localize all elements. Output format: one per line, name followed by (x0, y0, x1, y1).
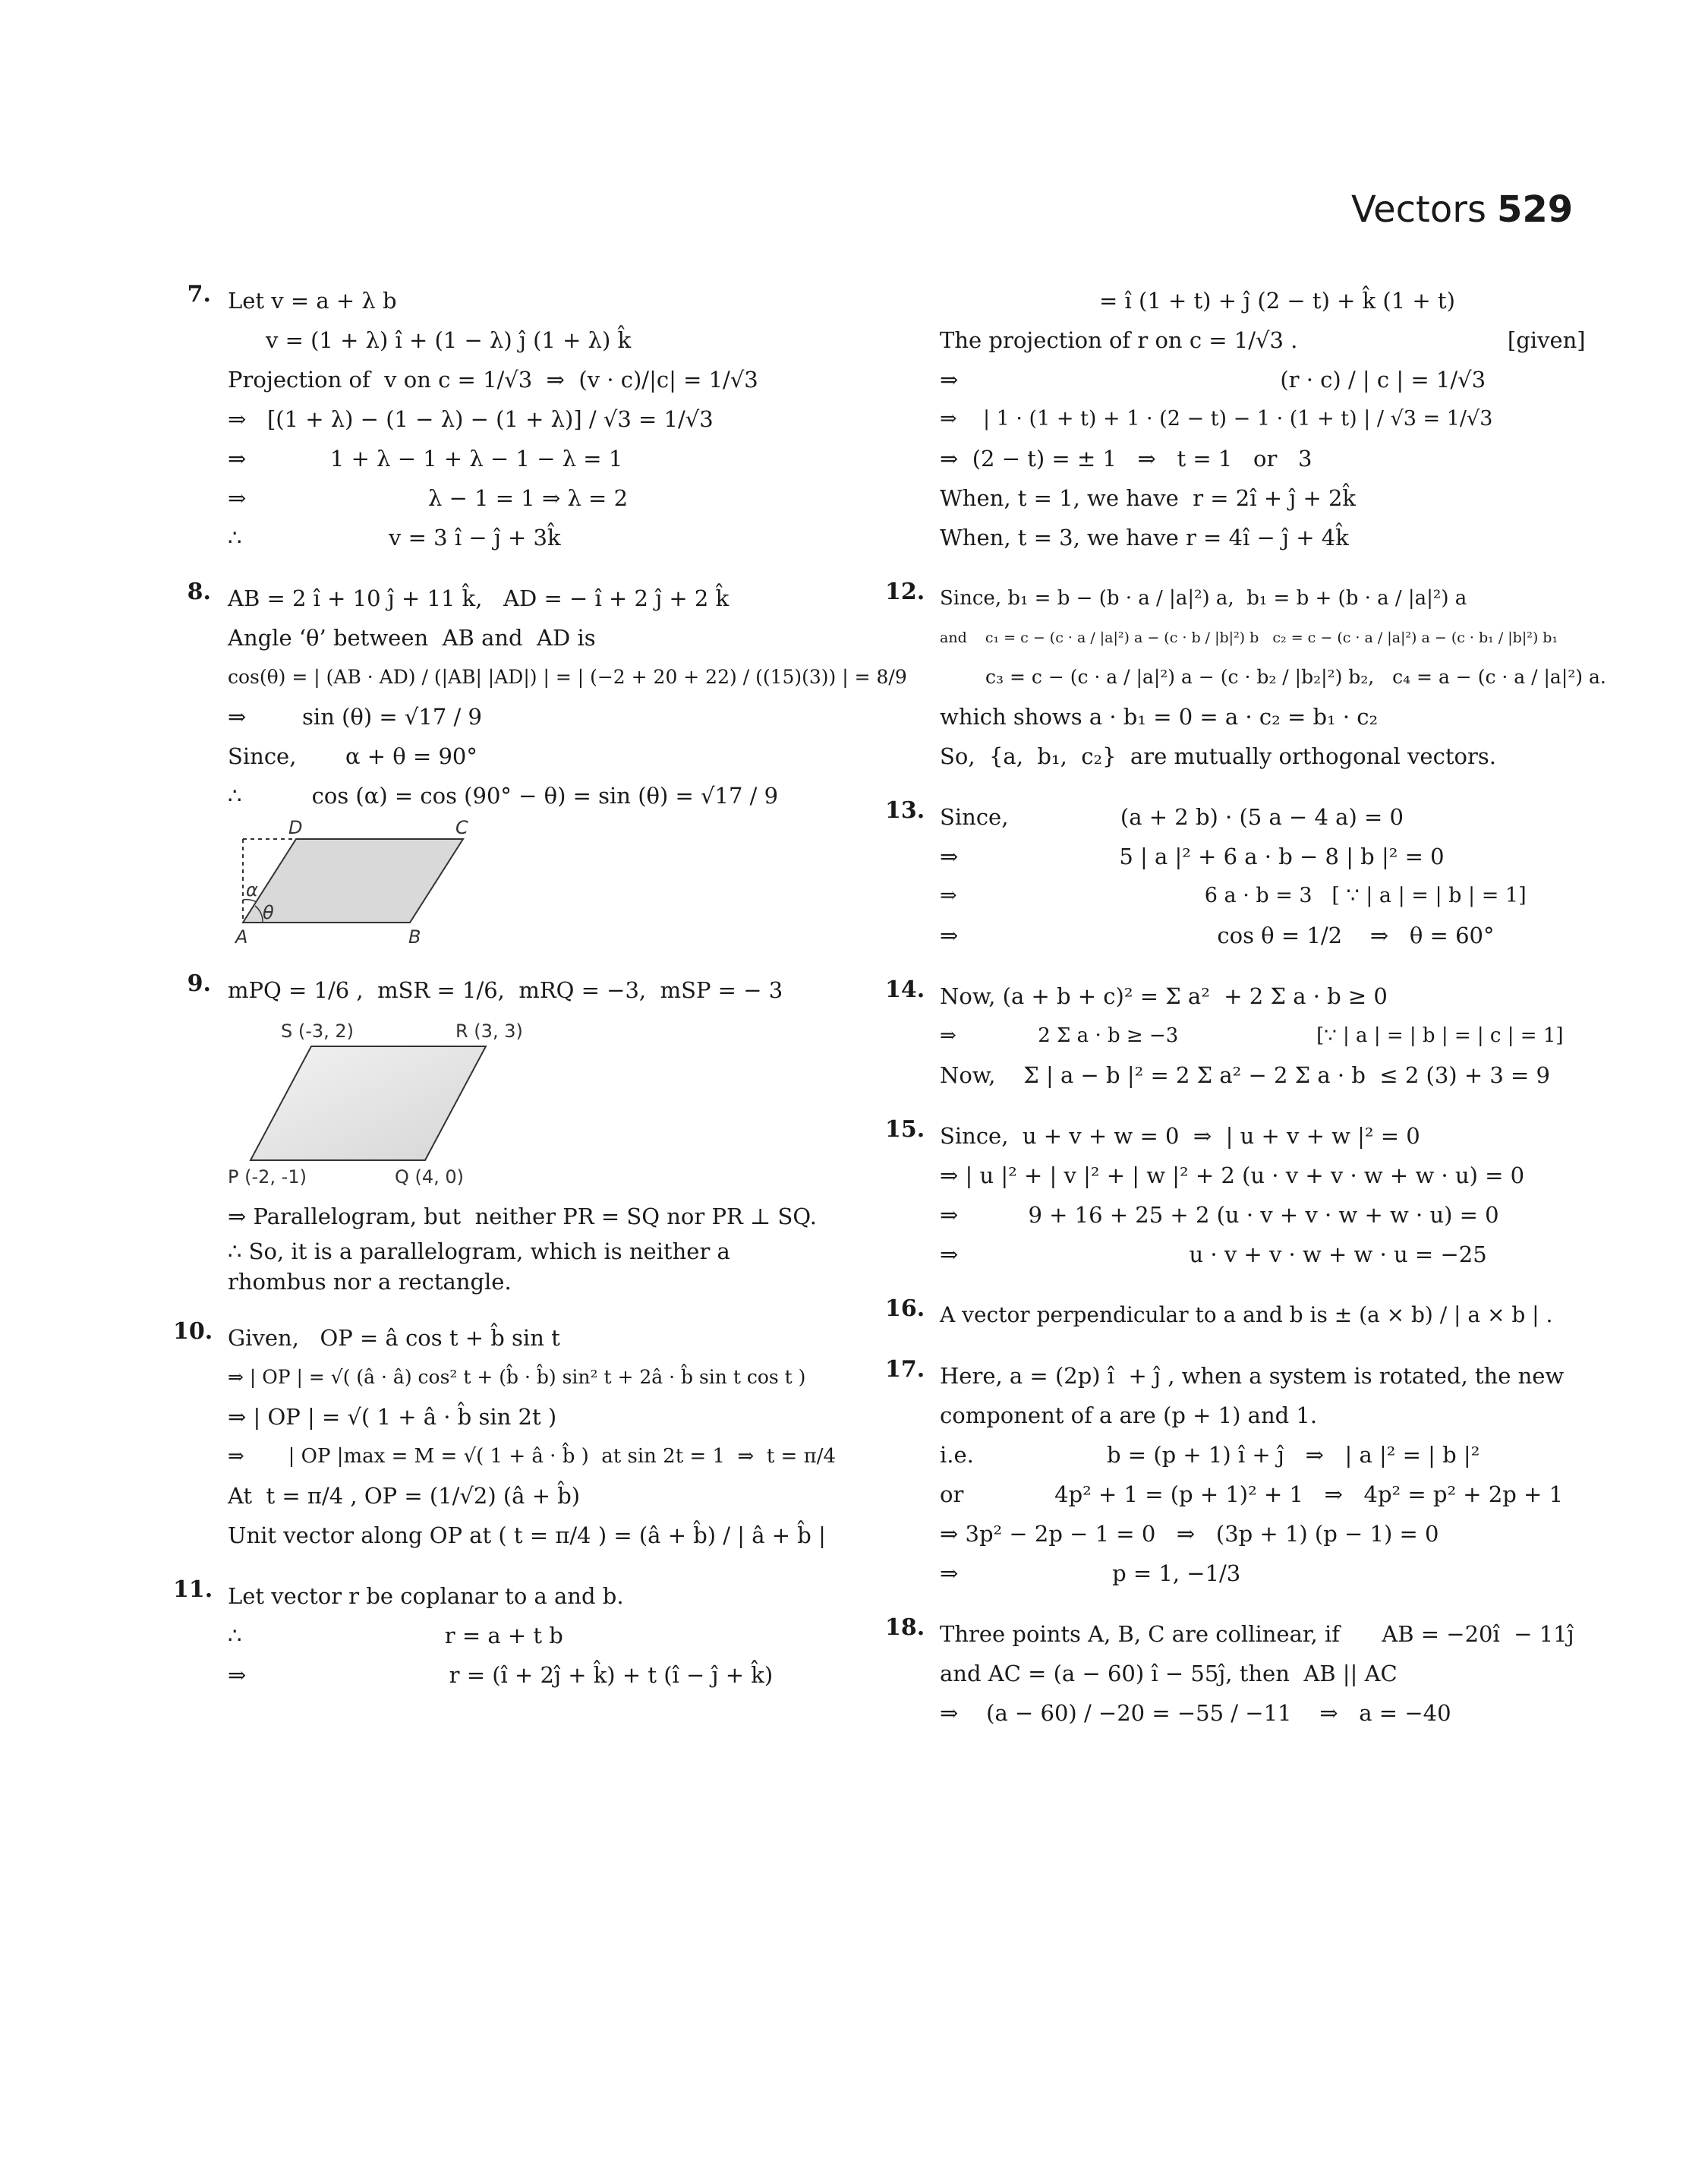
solution-line: So, {a, b₁, c₂} are mutually orthogonal vectors. (940, 743, 1496, 769)
angle-alpha-label: α (246, 879, 258, 901)
vertex-label-q: Q (4, 0) (395, 1166, 465, 1188)
solution-line: ⇒ 2 Σ a · b ≥ −3 [∵ | a | = | b | = | c | = 1] (940, 1024, 1564, 1047)
solution-line: ⇒ sin (θ) = √17 / 9 (228, 704, 482, 730)
parallelogram-shape (243, 839, 463, 923)
solution-line: Here, a = (2p) î + ĵ , when a system is rotated, the new (940, 1363, 1565, 1389)
solution-line: The projection of r on c = 1/√3 . [given] (940, 327, 1586, 353)
chapter-title: Vectors (1351, 188, 1486, 231)
solution-line: and AC = (a − 60) î − 55ĵ, then AB || AC (940, 1661, 1398, 1686)
problem-15 (887, 1116, 1547, 1274)
problem-17 (885, 1356, 1565, 1593)
solution-line: ⇒ (2 − t) = ± 1 ⇒ t = 1 or 3 (940, 446, 1313, 472)
solution-line: ∴ So, it is a parallelogram, which is neither a (228, 1238, 730, 1264)
problem-number: 7. (187, 281, 211, 308)
solution-line: ⇒ 9 + 16 + 25 + 2 (u · v + v · w + w · u) = 0 (940, 1202, 1499, 1228)
solution-line: = î (1 + t) + ĵ (2 − t) + k̂ (1 + t) (1099, 288, 1455, 314)
problem-12 (885, 579, 1606, 776)
solution-line: ⇒ 1 + λ − 1 + λ − 1 − λ = 1 (228, 446, 623, 472)
solution-line: ⇒ 3p² − 2p − 1 = 0 ⇒ (3p + 1) (p − 1) = 0 (940, 1521, 1439, 1547)
vertex-label-d: D (288, 820, 303, 838)
solution-line: or 4p² + 1 = (p + 1)² + 1 ⇒ 4p² = p² + 2p + 1 (940, 1481, 1564, 1507)
solution-line: ⇒ λ − 1 = 1 ⇒ λ = 2 (228, 485, 629, 511)
angle-theta-label: θ (263, 902, 274, 923)
parallelogram-pqrs-figure (228, 1014, 547, 1189)
parallelogram-abcd-figure (228, 820, 531, 949)
solution-line: Projection of v on c = 1/√3 ⇒ (v · c)/|c| = 1/√3 (228, 367, 758, 393)
problem-number: 12. (885, 579, 925, 605)
solution-line: ⇒ u · v + v · w + w · u = −25 (940, 1241, 1487, 1267)
solution-line: component of a are (p + 1) and 1. (940, 1402, 1318, 1428)
solution-line: Three points A, B, C are collinear, if AB = −20î − 11ĵ (940, 1621, 1574, 1647)
page-number: 529 (1496, 188, 1574, 231)
solution-line: cos(θ) = | (AB · AD) / (|AB| |AD|) | = | (−2 + 20 + 22) / ((15)(3)) | = 8/9 (228, 666, 907, 688)
page-header (1351, 188, 1574, 231)
solution-line: ⇒ cos θ = 1/2 ⇒ θ = 60° (940, 923, 1495, 948)
solution-line: Given, OP = â cos t + b̂ sin t (228, 1325, 560, 1351)
problem-number: 16. (885, 1295, 925, 1322)
solution-line: Unit vector along OP at ( t = π/4 ) = (â + b̂) / | â + b̂ | (228, 1522, 826, 1548)
problem-number: 15. (885, 1116, 925, 1143)
solution-line: which shows a · b₁ = 0 = a · c₂ = b₁ · c₂ (940, 704, 1379, 730)
parallelogram-shape (251, 1046, 486, 1160)
solution-line: ⇒ Parallelogram, but neither PR = SQ nor PR ⊥ SQ. (228, 1203, 817, 1229)
problem-11 (175, 1576, 843, 1695)
solution-line: Since, α + θ = 90° (228, 743, 477, 769)
solution-line: ⇒ [(1 + λ) − (1 − λ) − (1 + λ)] / √3 = 1/√3 (228, 406, 714, 432)
solution-line: i.e. b = (p + 1) î + ĵ ⇒ | a |² = | b |² (940, 1442, 1480, 1468)
solution-line: ∴ cos (α) = cos (90° − θ) = sin (θ) = √17 / 9 (228, 783, 779, 809)
solution-line: Since, (a + 2 b) · (5 a − 4 a) = 0 (940, 804, 1404, 830)
solution-line: ⇒ 5 | a |² + 6 a · b − 8 | b |² = 0 (940, 844, 1445, 869)
solution-line: Angle ‘θ’ between AB and AD is (228, 625, 596, 651)
problem-10 (175, 1318, 843, 1555)
problem-number: 8. (187, 579, 211, 605)
solution-line: ⇒ (r · c) / | c | = 1/√3 (940, 367, 1486, 393)
problem-14 (885, 976, 1564, 1095)
solution-line: v = (1 + λ) î + (1 − λ) ĵ (1 + λ) k̂ (266, 327, 632, 353)
solution-line: mPQ = 1/6 , mSR = 1/6, mRQ = −3, mSP = − 3 (228, 977, 783, 1003)
vertex-label-r: R (3, 3) (455, 1021, 523, 1042)
problem-number: 13. (885, 797, 925, 824)
problem-11-continued (887, 281, 1586, 557)
solution-line: Now, Σ | a − b |² = 2 Σ a² − 2 Σ a · b ≤ 2 (3) + 3 = 9 (940, 1062, 1550, 1088)
solution-line: ⇒ r = (î + 2ĵ + k̂) + t (î − ĵ + k̂) (228, 1662, 774, 1688)
solution-line: Since, b₁ = b − (b · a / |a|²) a, b₁ = b + (b · a / |a|²) a (940, 587, 1467, 610)
problem-9 (175, 970, 843, 1297)
vertex-label-s: S (-3, 2) (281, 1021, 355, 1042)
solution-line: ⇒ 6 a · b = 3 [ ∵ | a | = | b | = 1] (940, 884, 1527, 907)
solution-line: Now, (a + b + c)² = Σ a² + 2 Σ a · b ≥ 0 (940, 983, 1388, 1009)
solution-line: c₃ = c − (c · a / |a|²) a − (c · b₂ / |b₂|²) b₂, c₄ = a − (c · a / |a|²) a. (985, 666, 1606, 688)
solution-line: ⇒ p = 1, −1/3 (940, 1560, 1241, 1586)
vertex-label-c: C (455, 820, 468, 838)
solution-line: When, t = 1, we have r = 2î + ĵ + 2k̂ (940, 485, 1356, 511)
problem-number: 10. (173, 1318, 213, 1345)
solution-line: rhombus nor a rectangle. (228, 1269, 512, 1295)
solution-line: ⇒ | OP | = √( 1 + â · b̂ sin 2t ) (228, 1404, 557, 1430)
problem-number: 14. (885, 976, 925, 1003)
vertex-label-a: A (235, 926, 248, 948)
problem-number: 11. (173, 1576, 213, 1603)
solution-line: ⇒ | 1 · (1 + t) + 1 · (2 − t) − 1 · (1 + t) | / √3 = 1/√3 (940, 407, 1493, 431)
right-column (885, 281, 1606, 1754)
solution-line: Let v = a + λ b (228, 288, 397, 314)
problem-18 (885, 1614, 1574, 1733)
solution-line: and c₁ = c − (c · a / |a|²) a − (c · b / |b|²) b c₂ = c − (c · a / |a|²) a − (c · b₁ / |b|²) b₁ (940, 629, 1558, 646)
problem-number: 18. (885, 1614, 925, 1641)
vertex-label-b: B (408, 926, 421, 948)
vertex-label-p: P (-2, -1) (228, 1166, 307, 1188)
problem-13 (887, 797, 1547, 955)
problem-number: 17. (885, 1356, 925, 1383)
solution-line: At t = π/4 , OP = (1/√2) (â + b̂) (228, 1483, 581, 1509)
solution-line: When, t = 3, we have r = 4î − ĵ + 4k̂ (940, 525, 1349, 550)
solution-line: ⇒ | OP |max = M = √( 1 + â · b̂ ) at sin 2t = 1 ⇒ t = π/4 (228, 1445, 836, 1468)
problem-number: 9. (187, 970, 211, 997)
solution-line: ⇒ | OP | = √( (â · â) cos² t + (b̂ · b̂) sin² t + 2â · b̂ sin t cos t ) (228, 1366, 806, 1388)
solution-line: ∴ r = a + t b (228, 1623, 563, 1648)
solution-line: ⇒ (a − 60) / −20 = −55 / −11 ⇒ a = −40 (940, 1700, 1451, 1726)
solution-line: ∴ v = 3 î − ĵ + 3k̂ (228, 525, 561, 550)
problem-7 (175, 281, 843, 557)
solution-line: ⇒ | u |² + | v |² + | w |² + 2 (u · v + v · w + w · u) = 0 (940, 1162, 1525, 1188)
problem-16 (885, 1295, 1553, 1335)
solution-line: Let vector r be coplanar to a and b. (228, 1583, 624, 1609)
solution-line: AB = 2 î + 10 ĵ + 11 k̂, AD = − î + 2 ĵ + 2 k̂ (228, 585, 730, 611)
solution-line: Since, u + v + w = 0 ⇒ | u + v + w |² = 0 (940, 1123, 1420, 1149)
solution-line: A vector perpendicular to a and b is ± (a × b) / | a × b | . (940, 1302, 1553, 1327)
